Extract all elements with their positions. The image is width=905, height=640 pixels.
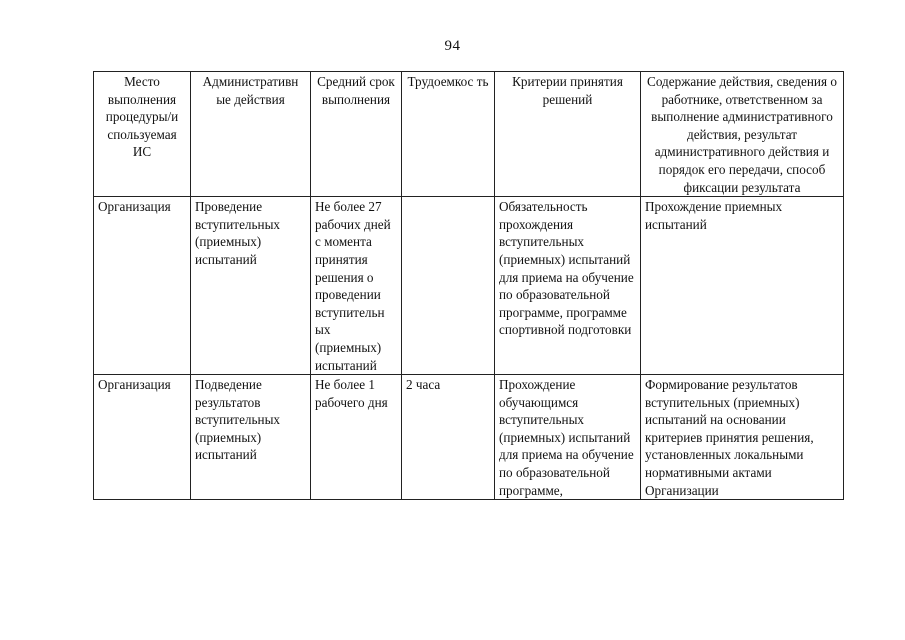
- table-row: [94, 375, 844, 500]
- page-number: 94: [444, 38, 461, 54]
- cell-action: Подведение результатов вступительных (приемных) испытаний: [191, 375, 311, 500]
- table-header-row: [94, 72, 844, 197]
- cell-action: Проведение вступительных (приемных) испытаний: [191, 197, 311, 375]
- header-criteria: Критерии принятия решений: [495, 72, 641, 197]
- cell-place: Организация: [94, 375, 191, 500]
- header-place: Место выполнения процедуры/и спользуемая ИС: [94, 72, 191, 197]
- header-term: Средний срок выполнения: [311, 72, 402, 197]
- table-row: [94, 197, 844, 375]
- cell-criteria: Прохождение обучающимся вступительных (приемных) испытаний для приема на обучение по образовательной программе,: [495, 375, 641, 500]
- cell-content: Прохождение приемных испытаний: [641, 197, 844, 375]
- cell-term: Не более 27 рабочих дней с момента принятия решения о проведении вступительн ых (приемных) испытаний: [311, 197, 402, 375]
- procedure-table: [93, 71, 844, 500]
- cell-term: Не более 1 рабочего дня: [311, 375, 402, 500]
- cell-labor: [402, 197, 495, 375]
- header-content: Содержание действия, сведения о работнике, ответственном за выполнение административного действия, результат административного действия и порядок его передачи, способ фиксации результата: [641, 72, 844, 197]
- header-action: Административн ые действия: [191, 72, 311, 197]
- cell-content: Формирование результатов вступительных (приемных) испытаний на основании критериев принятия решения, установленных локальными нормативными актами Организации: [641, 375, 844, 500]
- cell-labor: 2 часа: [402, 375, 495, 500]
- cell-criteria: Обязательность прохождения вступительных (приемных) испытаний для приема на обучение по образовательной программе, программе спортивной подготовки: [495, 197, 641, 375]
- header-labor: Трудоемкос ть: [402, 72, 495, 197]
- cell-place: Организация: [94, 197, 191, 375]
